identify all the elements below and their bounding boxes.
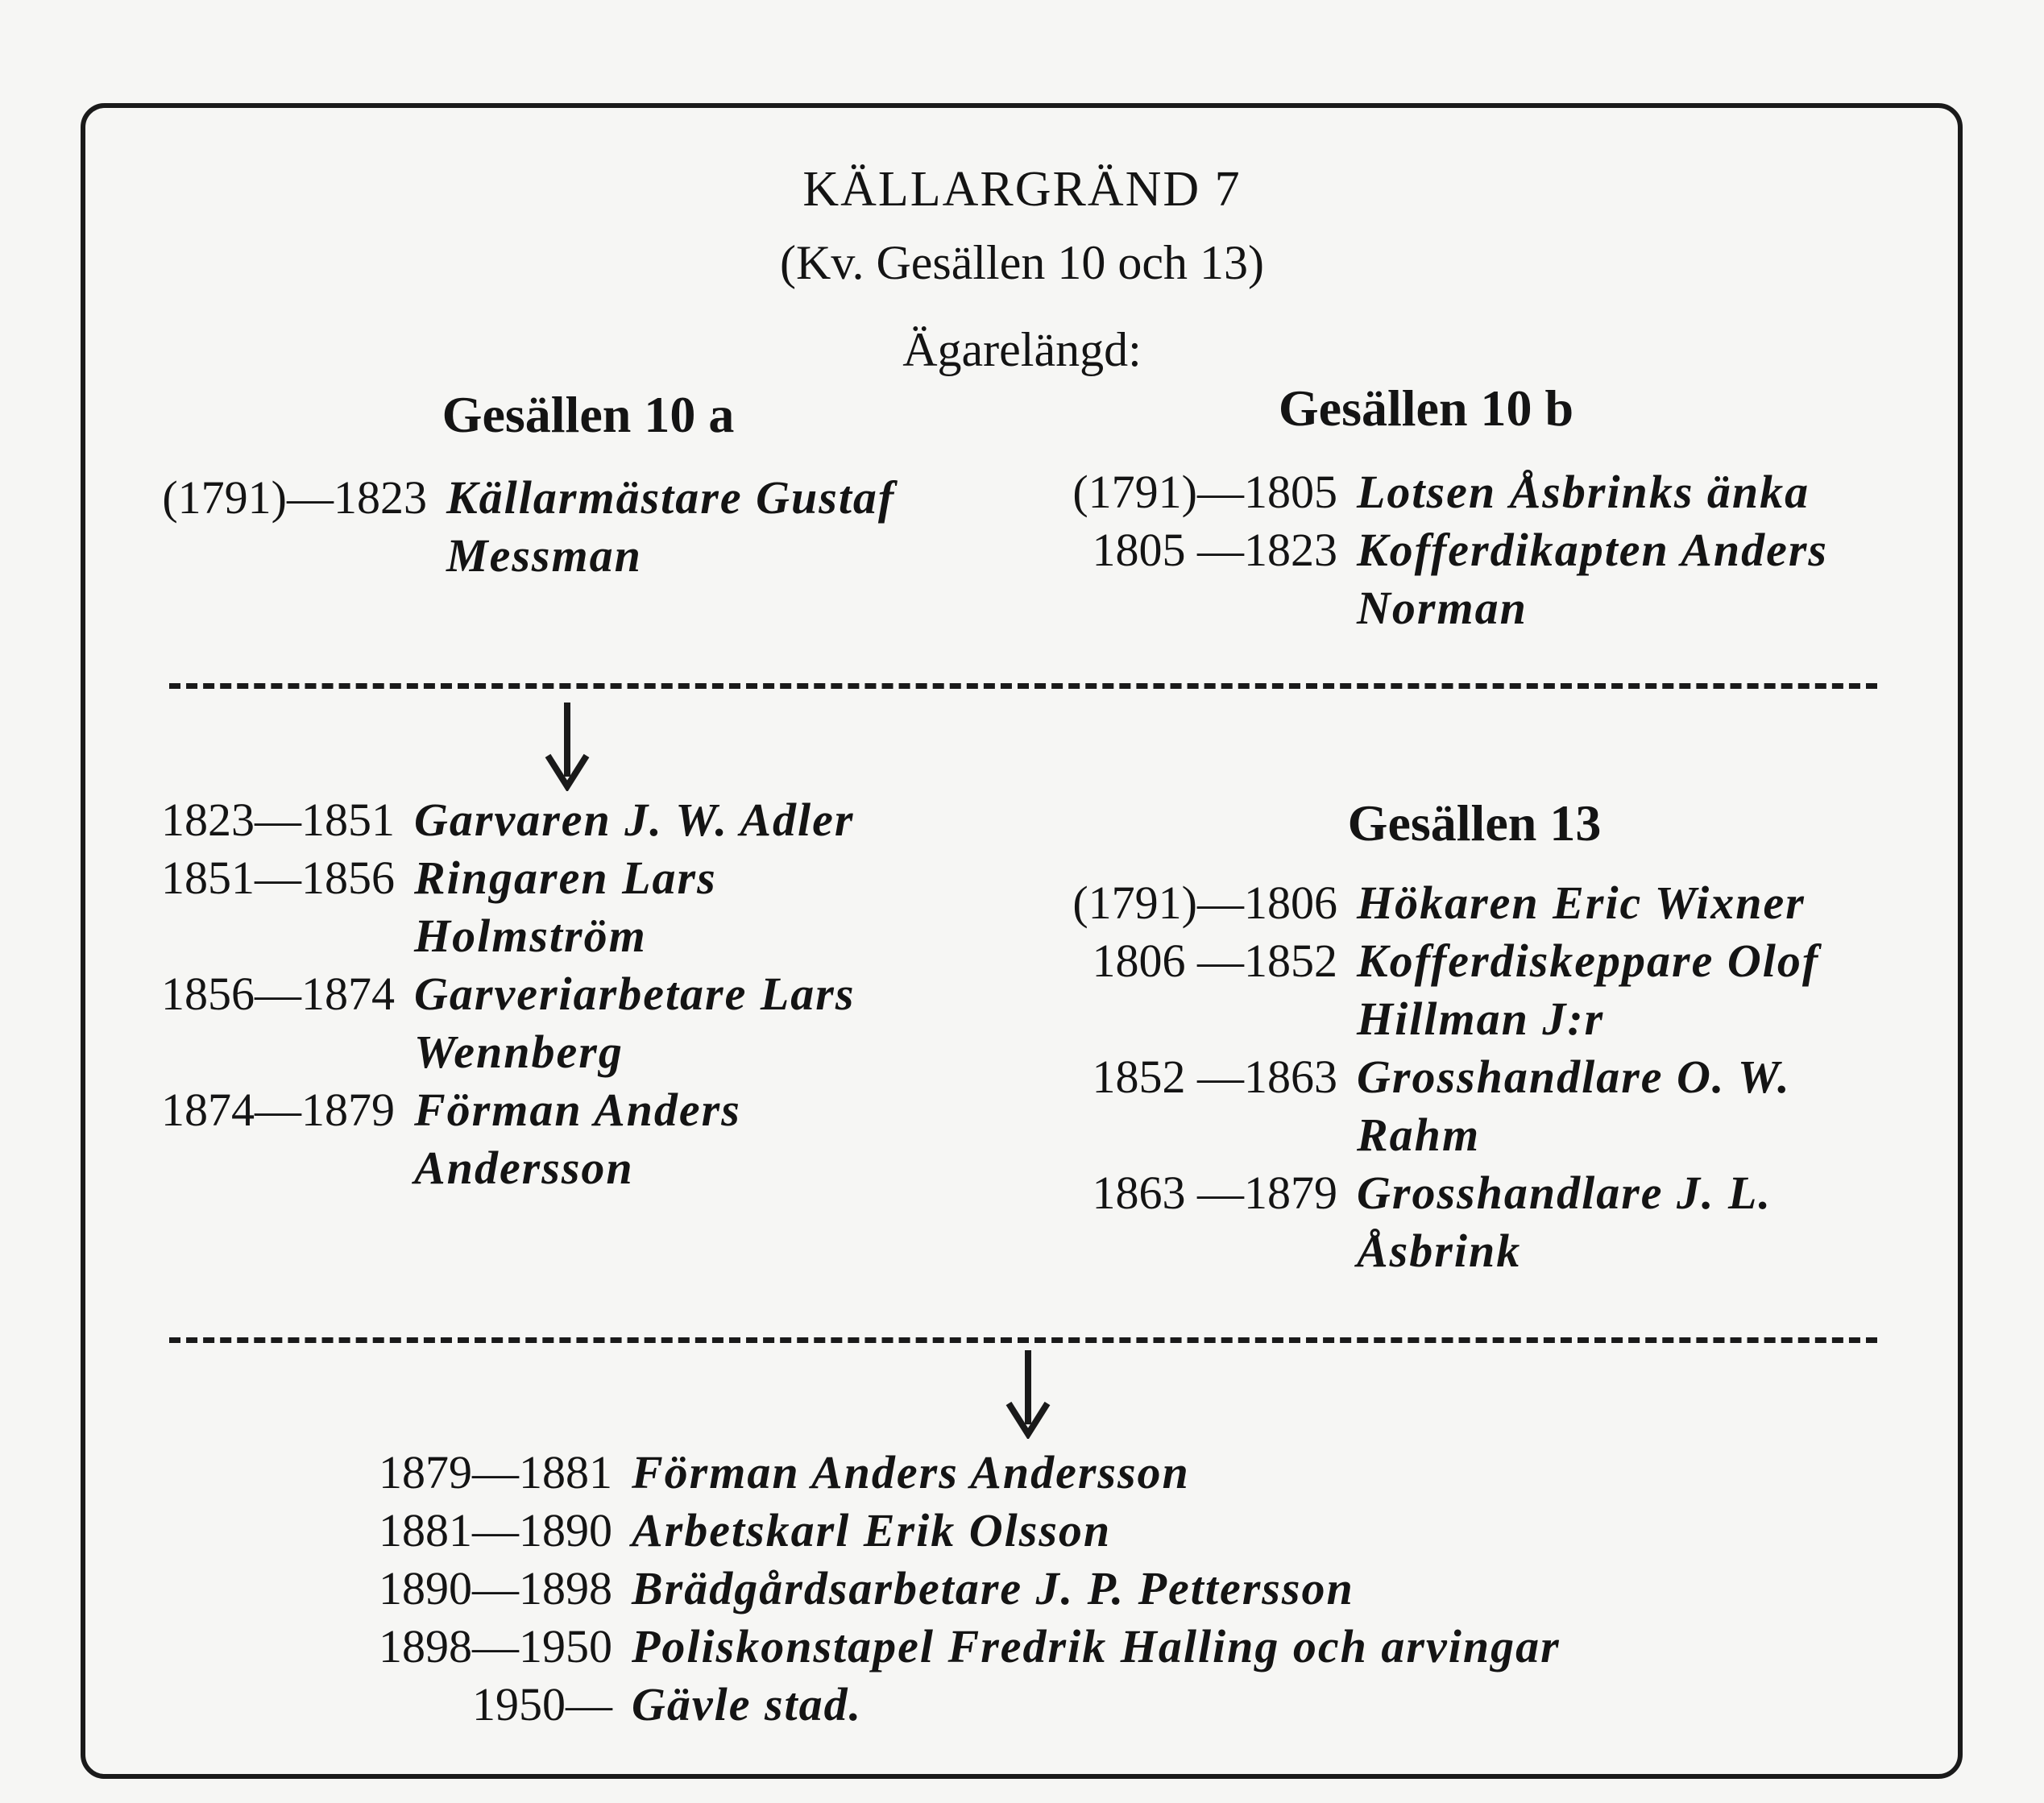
merge-line-all bbox=[169, 1337, 1877, 1343]
owner-years: 1823—1851 bbox=[161, 794, 395, 846]
owner-years: 1879—1881 bbox=[379, 1446, 612, 1498]
owner-row bbox=[1063, 1164, 1921, 1280]
owner-list-10-merged bbox=[153, 791, 962, 1197]
page-title: KÄLLARGRÄND 7 bbox=[802, 162, 1242, 217]
owner-name: Hökaren Eric Wixner bbox=[1357, 877, 1806, 929]
owner-name: Poliskonstapel Fredrik Halling och arvingar bbox=[632, 1620, 1561, 1672]
owner-row bbox=[153, 469, 970, 585]
owner-name: Garveriarbetare Lars Wennberg bbox=[414, 968, 856, 1078]
owner-row bbox=[1063, 521, 1921, 637]
owner-row bbox=[1063, 874, 1921, 932]
owner-years: 1852 —1863 bbox=[1092, 1051, 1337, 1103]
heading-gesallen-10b: Gesällen 10 b bbox=[1278, 379, 1574, 437]
owner-years: 1874—1879 bbox=[161, 1084, 395, 1136]
owner-name: Förman Anders Andersson bbox=[632, 1446, 1190, 1498]
owner-years: 1890—1898 bbox=[379, 1562, 612, 1614]
owner-years: 1898—1950 bbox=[379, 1620, 612, 1672]
owner-row bbox=[371, 1444, 1776, 1502]
owner-name: Ringaren Lars Holmström bbox=[414, 852, 717, 962]
owner-name: Grosshandlare O. W. Rahm bbox=[1357, 1051, 1791, 1161]
owner-years: (1791)—1805 bbox=[1072, 466, 1337, 518]
heading-gesallen-13: Gesällen 13 bbox=[1347, 794, 1602, 852]
owner-row bbox=[371, 1676, 1776, 1734]
owner-row bbox=[153, 791, 962, 849]
owner-name: Källarmästare Gustaf Messman bbox=[446, 471, 896, 582]
owner-years: 1806 —1852 bbox=[1092, 935, 1337, 987]
owners-label: Ägarelängd: bbox=[902, 323, 1142, 376]
owner-row bbox=[371, 1618, 1776, 1676]
owner-list-combined bbox=[371, 1444, 1776, 1734]
owner-name: Kofferdiskeppare Olof Hillman J:r bbox=[1357, 935, 1820, 1045]
owner-name: Grosshandlare J. L. Åsbrink bbox=[1357, 1167, 1772, 1277]
owner-name: Garvaren J. W. Adler bbox=[414, 794, 855, 846]
owner-name: Arbetskarl Erik Olsson bbox=[632, 1504, 1112, 1556]
owner-list-10b bbox=[1063, 463, 1921, 637]
owner-row bbox=[1063, 932, 1921, 1048]
owner-row bbox=[371, 1502, 1776, 1560]
owner-row bbox=[153, 849, 962, 965]
owner-list-13 bbox=[1063, 874, 1921, 1280]
owner-row bbox=[1063, 463, 1921, 521]
owner-name: Lotsen Åsbrinks änka bbox=[1357, 466, 1810, 518]
owner-years: 1805 —1823 bbox=[1092, 524, 1337, 576]
owner-name: Brädgårdsarbetare J. P. Pettersson bbox=[632, 1562, 1354, 1614]
owner-row bbox=[153, 965, 962, 1081]
page-subtitle: (Kv. Gesällen 10 och 13) bbox=[780, 236, 1264, 289]
owner-years: (1791)—1806 bbox=[1072, 877, 1337, 929]
owner-years: 1851—1856 bbox=[161, 852, 395, 904]
arrow-down-icon bbox=[545, 703, 590, 791]
owner-row bbox=[1063, 1048, 1921, 1164]
owner-name: Kofferdikapten Anders Norman bbox=[1357, 524, 1828, 634]
owner-years: 1881—1890 bbox=[379, 1504, 612, 1556]
merge-line-10 bbox=[169, 683, 1877, 689]
owner-years: (1791)—1823 bbox=[162, 471, 427, 524]
owner-list-10a bbox=[153, 469, 970, 585]
heading-gesallen-10a: Gesällen 10 a bbox=[442, 386, 735, 443]
owner-years: 1856—1874 bbox=[161, 968, 395, 1020]
arrow-down-icon bbox=[1005, 1350, 1051, 1439]
owner-row bbox=[371, 1560, 1776, 1618]
owner-name: Förman Anders Andersson bbox=[414, 1084, 741, 1194]
owner-years: 1950— bbox=[472, 1678, 612, 1730]
owner-row bbox=[153, 1081, 962, 1197]
owner-name: Gävle stad. bbox=[632, 1678, 863, 1730]
owner-years: 1863 —1879 bbox=[1092, 1167, 1337, 1219]
